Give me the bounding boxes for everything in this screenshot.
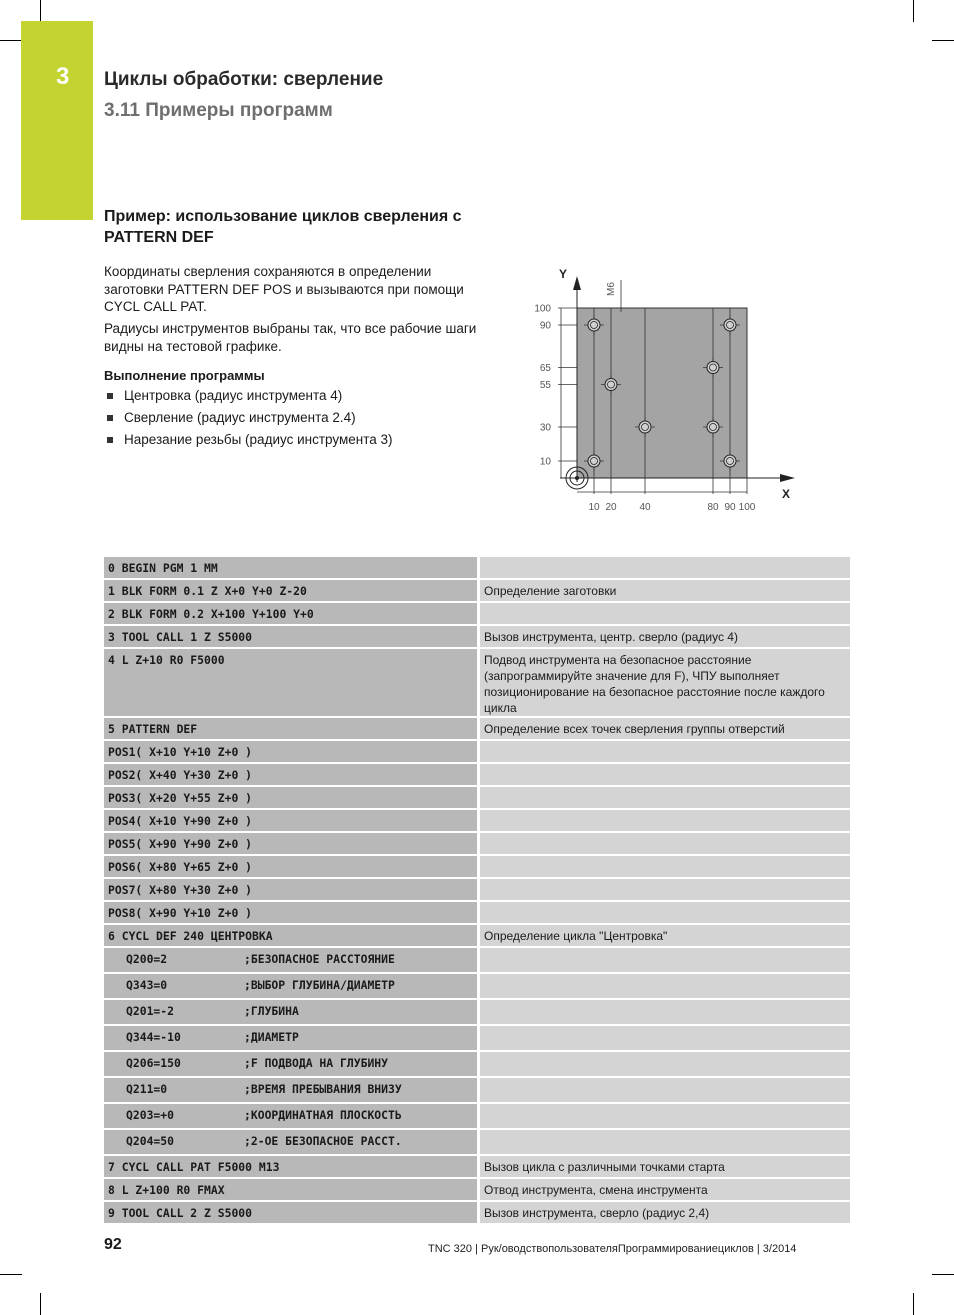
x-tick-label: 100 — [738, 502, 756, 513]
comment-cell: Подвод инструмента на безопасное расстояние (запрограммируйте значение для F), ЧПУ выполняет позиционирование на безопасное расстояние после каждого цикла — [477, 649, 850, 718]
table-row — [104, 856, 850, 879]
x-tick-label: 80 — [707, 502, 719, 513]
code-cell — [104, 1078, 477, 1104]
table-row — [104, 787, 850, 810]
table-row — [104, 1104, 850, 1130]
comment-cell: Определение всех точек сверления группы отверстий — [477, 718, 850, 741]
example-heading: Пример: использование циклов сверления с PATTERN DEF — [104, 208, 462, 246]
param-key: Q200=2 — [126, 952, 168, 966]
comment-cell — [477, 948, 850, 974]
table-row — [104, 879, 850, 902]
code-cell: POS6( X+80 Y+65 Z+0 ) — [104, 856, 477, 879]
param-desc: ;БЕЗОПАСНОЕ РАССТОЯНИЕ — [244, 952, 395, 966]
hole-icon — [588, 455, 600, 467]
table-row — [104, 902, 850, 925]
code-cell: POS8( X+90 Y+10 Z+0 ) — [104, 902, 477, 925]
comment-cell — [477, 787, 850, 810]
code-cell: POS4( X+10 Y+90 Z+0 ) — [104, 810, 477, 833]
table-row — [104, 833, 850, 856]
list-item: Центровка (радиус инструмента 4) — [104, 387, 393, 409]
table-row — [104, 1026, 850, 1052]
table-row — [104, 557, 850, 580]
table-row — [104, 626, 850, 649]
comment-cell — [477, 1104, 850, 1130]
param-key: Q206=150 — [126, 1056, 181, 1070]
thread-label: M6 — [606, 282, 617, 296]
run-heading: Выполнение программы — [104, 368, 265, 383]
comment-cell — [477, 603, 850, 626]
code-cell — [104, 948, 477, 974]
param-key: Q344=-10 — [126, 1030, 181, 1044]
comment-cell — [477, 810, 850, 833]
table-row — [104, 1000, 850, 1026]
hole-icon — [588, 319, 600, 331]
hole-icon — [724, 455, 736, 467]
program-table — [104, 557, 850, 1225]
table-row — [104, 925, 850, 948]
code-cell: 8 L Z+100 R0 FMAX — [104, 1179, 477, 1202]
code-cell — [104, 974, 477, 1000]
comment-cell — [477, 1078, 850, 1104]
param-key: Q203=+0 — [126, 1108, 175, 1122]
code-cell: 0 BEGIN PGM 1 MM — [104, 557, 477, 580]
comment-cell: Отвод инструмента, смена инструмента — [477, 1179, 850, 1202]
y-tick-label: 65 — [539, 363, 551, 374]
param-desc: ;ДИАМЕТР — [244, 1030, 299, 1044]
table-row — [104, 1052, 850, 1078]
code-cell: 3 TOOL CALL 1 Z S5000 — [104, 626, 477, 649]
code-cell: 7 CYCL CALL PAT F5000 M13 — [104, 1156, 477, 1179]
comment-cell: Вызов инструмента, центр. сверло (радиус 4) — [477, 626, 850, 649]
table-row — [104, 974, 850, 1000]
code-cell: 6 CYCL DEF 240 ЦЕНТРОВКА — [104, 925, 477, 948]
table-row — [104, 580, 850, 603]
page-number: 92 — [104, 1236, 122, 1253]
code-cell: POS5( X+90 Y+90 Z+0 ) — [104, 833, 477, 856]
radius-paragraph: Радиусы инструментов выбраны так, что все рабочие шаги видны на тестовой графике. — [104, 321, 477, 354]
comment-cell — [477, 741, 850, 764]
comment-cell — [477, 764, 850, 787]
table-row — [104, 764, 850, 787]
y-tick-label: 55 — [539, 380, 551, 391]
code-cell: 4 L Z+10 R0 F5000 — [104, 649, 477, 718]
intro-paragraph: Координаты сверления сохраняются в определении заготовки PATTERN DEF POS и вызываются при помощи CYCL CALL PAT. — [104, 264, 464, 314]
x-axis-label: X — [782, 487, 791, 501]
param-desc: ;2-ОЕ БЕЗОПАСНОЕ РАССТ. — [244, 1134, 402, 1148]
y-tick-label: 100 — [534, 303, 551, 315]
param-desc: ;ВЫБОР ГЛУБИНА/ДИАМЕТР — [244, 978, 395, 992]
table-row — [104, 649, 850, 718]
comment-cell: Определение заготовки — [477, 580, 850, 603]
hole-icon — [605, 379, 617, 391]
crop-mark — [40, 1293, 41, 1315]
comment-cell — [477, 1026, 850, 1052]
table-row — [104, 810, 850, 833]
param-key: Q343=0 — [126, 978, 168, 992]
footer-text: TNC 320 | Рук/оводствопользователяПрограммированиециклов | 3/2014 — [428, 1243, 797, 1255]
chapter-number: 3 — [56, 63, 70, 90]
comment-cell: Вызов цикла с различными точками старта — [477, 1156, 850, 1179]
y-tick-label: 30 — [539, 422, 551, 434]
code-cell: 1 BLK FORM 0.1 Z X+0 Y+0 Z-20 — [104, 580, 477, 603]
code-cell — [104, 1104, 477, 1130]
table-row — [104, 1130, 850, 1156]
comment-cell — [477, 1000, 850, 1026]
comment-cell: Вызов инструмента, сверло (радиус 2,4) — [477, 1202, 850, 1225]
table-row — [104, 1202, 850, 1225]
param-desc: ;ГЛУБИНА — [244, 1004, 299, 1018]
x-axis-arrow-icon — [780, 474, 795, 482]
steps-list — [104, 387, 393, 453]
comment-cell — [477, 879, 850, 902]
code-cell — [104, 1026, 477, 1052]
x-tick-label: 90 — [724, 502, 736, 513]
x-tick-label: 20 — [605, 502, 617, 513]
y-tick-label: 10 — [539, 456, 551, 468]
param-key: Q211=0 — [126, 1082, 168, 1096]
comment-cell: Определение цикла "Центровка" — [477, 925, 850, 948]
code-cell: 5 PATTERN DEF — [104, 718, 477, 741]
crop-mark — [0, 40, 22, 41]
table-row — [104, 603, 850, 626]
y-tick-label: 90 — [539, 320, 551, 332]
code-cell — [104, 1052, 477, 1078]
code-cell: POS3( X+20 Y+55 Z+0 ) — [104, 787, 477, 810]
crop-mark — [40, 0, 41, 22]
param-desc: ;F ПОДВОДА НА ГЛУБИНУ — [244, 1056, 389, 1070]
hole-icon — [707, 362, 719, 374]
chapter-title: Циклы обработки: сверление — [104, 69, 384, 90]
table-row — [104, 718, 850, 741]
list-item: Сверление (радиус инструмента 2.4) — [104, 409, 393, 431]
section-title: 3.11 Примеры программ — [104, 100, 333, 121]
code-cell — [104, 1130, 477, 1156]
code-cell: POS1( X+10 Y+10 Z+0 ) — [104, 741, 477, 764]
comment-cell — [477, 1052, 850, 1078]
crop-mark — [932, 1274, 954, 1275]
comment-cell — [477, 974, 850, 1000]
hole-icon — [639, 421, 651, 433]
y-axis-arrow-icon — [573, 276, 581, 290]
param-key: Q204=50 — [126, 1134, 175, 1148]
table-row — [104, 1078, 850, 1104]
table-row — [104, 948, 850, 974]
table-row — [104, 741, 850, 764]
table-row — [104, 1156, 850, 1179]
table-row — [104, 1179, 850, 1202]
hole-icon — [724, 319, 736, 331]
comment-cell — [477, 1130, 850, 1156]
y-axis-label: Y — [559, 267, 568, 281]
comment-cell — [477, 856, 850, 879]
origin-dot-icon — [575, 476, 579, 480]
comment-cell — [477, 833, 850, 856]
drilling-pattern-diagram — [520, 262, 810, 517]
comment-cell — [477, 902, 850, 925]
param-desc: ;ВРЕМЯ ПРЕБЫВАНИЯ ВНИЗУ — [244, 1082, 402, 1096]
list-item: Нарезание резьбы (радиус инструмента 3) — [104, 431, 393, 453]
crop-mark — [913, 1293, 914, 1315]
x-tick-label: 40 — [639, 502, 651, 513]
code-cell: POS2( X+40 Y+30 Z+0 ) — [104, 764, 477, 787]
chapter-tab — [21, 21, 93, 220]
crop-mark — [932, 40, 954, 41]
crop-mark — [0, 1274, 22, 1275]
code-cell: 9 TOOL CALL 2 Z S5000 — [104, 1202, 477, 1225]
workpiece-plate — [577, 308, 747, 478]
x-tick-label: 10 — [588, 502, 600, 513]
hole-icon — [707, 421, 719, 433]
param-desc: ;КООРДИНАТНАЯ ПЛОСКОСТЬ — [244, 1108, 402, 1122]
code-cell: POS7( X+80 Y+30 Z+0 ) — [104, 879, 477, 902]
code-cell: 2 BLK FORM 0.2 X+100 Y+100 Y+0 — [104, 603, 477, 626]
param-key: Q201=-2 — [126, 1004, 175, 1018]
crop-mark — [913, 0, 914, 22]
comment-cell — [477, 557, 850, 580]
code-cell — [104, 1000, 477, 1026]
